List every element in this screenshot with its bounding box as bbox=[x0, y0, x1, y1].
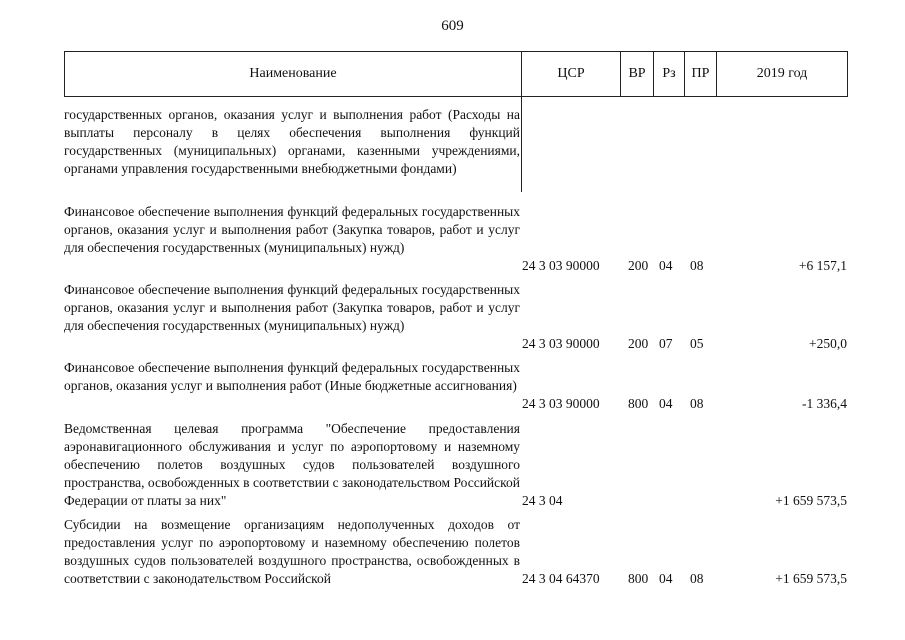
row-sum: -1 336,4 bbox=[802, 396, 847, 411]
row-name: Ведомственная целевая программа "Обеспечение предоставления аэронавигационного обслуживания и услуг по аэропортовому и наземному обеспечению полетов воздушных судов пользователей воздушного пространства, освобожденных в соответствии с законодательством Российской Федерации от платы за них" bbox=[64, 421, 520, 508]
row-rz: 07 bbox=[659, 336, 673, 351]
row-sum: +250,0 bbox=[809, 336, 847, 351]
row-vr: 200 bbox=[628, 258, 649, 273]
header-csr: ЦСР bbox=[522, 52, 621, 97]
row-rz: 04 bbox=[659, 571, 673, 586]
row-pr: 08 bbox=[690, 258, 704, 273]
row-name: Финансовое обеспечение выполнения функций федеральных государственных органов, оказания услуг и выполнения работ (Иные бюджетные ассигнования) bbox=[64, 360, 520, 393]
row-pr: 08 bbox=[690, 571, 704, 586]
header-name: Наименование bbox=[65, 52, 522, 97]
row-name: Финансовое обеспечение выполнения функций федеральных государственных органов, оказания услуг и выполнения работ (Закупка товаров, работ и услуг для обеспечения государственных (муниципальных) нужд) bbox=[64, 204, 520, 255]
header-pr: ПР bbox=[685, 52, 717, 97]
header-year: 2019 год bbox=[717, 52, 848, 97]
row-rz: 04 bbox=[659, 396, 673, 411]
table-row bbox=[64, 420, 847, 510]
row-vr: 200 bbox=[628, 336, 649, 351]
header-rz: Рз bbox=[654, 52, 685, 97]
row-name: Финансовое обеспечение выполнения функций федеральных государственных органов, оказания услуг и выполнения работ (Закупка товаров, работ и услуг для обеспечения государственных (муниципальных) нужд) bbox=[64, 282, 520, 333]
row-sum: +6 157,1 bbox=[798, 258, 847, 273]
table-header bbox=[64, 51, 848, 97]
row-name: Субсидии на возмещение организациям недополученных доходов от предоставления услуг по аэропортовому и наземному обеспечению полетов воздушных судов пользователей воздушного пространства, освобожденных в соответствии с законодательством Российской bbox=[64, 517, 520, 586]
row-sum: +1 659 573,5 bbox=[775, 571, 847, 586]
row-csr: 24 3 03 90000 bbox=[522, 258, 600, 273]
row-csr: 24 3 04 64370 bbox=[522, 571, 600, 586]
table-row bbox=[64, 516, 847, 588]
row-csr: 24 3 04 bbox=[522, 493, 563, 508]
row-vr: 800 bbox=[628, 571, 649, 586]
header-vr: ВР bbox=[621, 52, 654, 97]
table-row bbox=[64, 203, 847, 275]
row-name: государственных органов, оказания услуг и выполнения работ (Расходы на выплаты персоналу в целях обеспечения выполнения функций государственных (муниципальных) органами, казенными учреждениями, органами управления государственными внебюджетными фондами) bbox=[64, 107, 520, 176]
row-csr: 24 3 03 90000 bbox=[522, 396, 600, 411]
table-row bbox=[64, 106, 847, 196]
row-sum: +1 659 573,5 bbox=[775, 493, 847, 508]
row-pr: 05 bbox=[690, 336, 704, 351]
row-csr: 24 3 03 90000 bbox=[522, 336, 600, 351]
page-number: 609 bbox=[441, 18, 464, 34]
row-vr: 800 bbox=[628, 396, 649, 411]
table-row bbox=[64, 359, 847, 413]
table-row bbox=[64, 281, 847, 353]
row-pr: 08 bbox=[690, 396, 704, 411]
row-rz: 04 bbox=[659, 258, 673, 273]
